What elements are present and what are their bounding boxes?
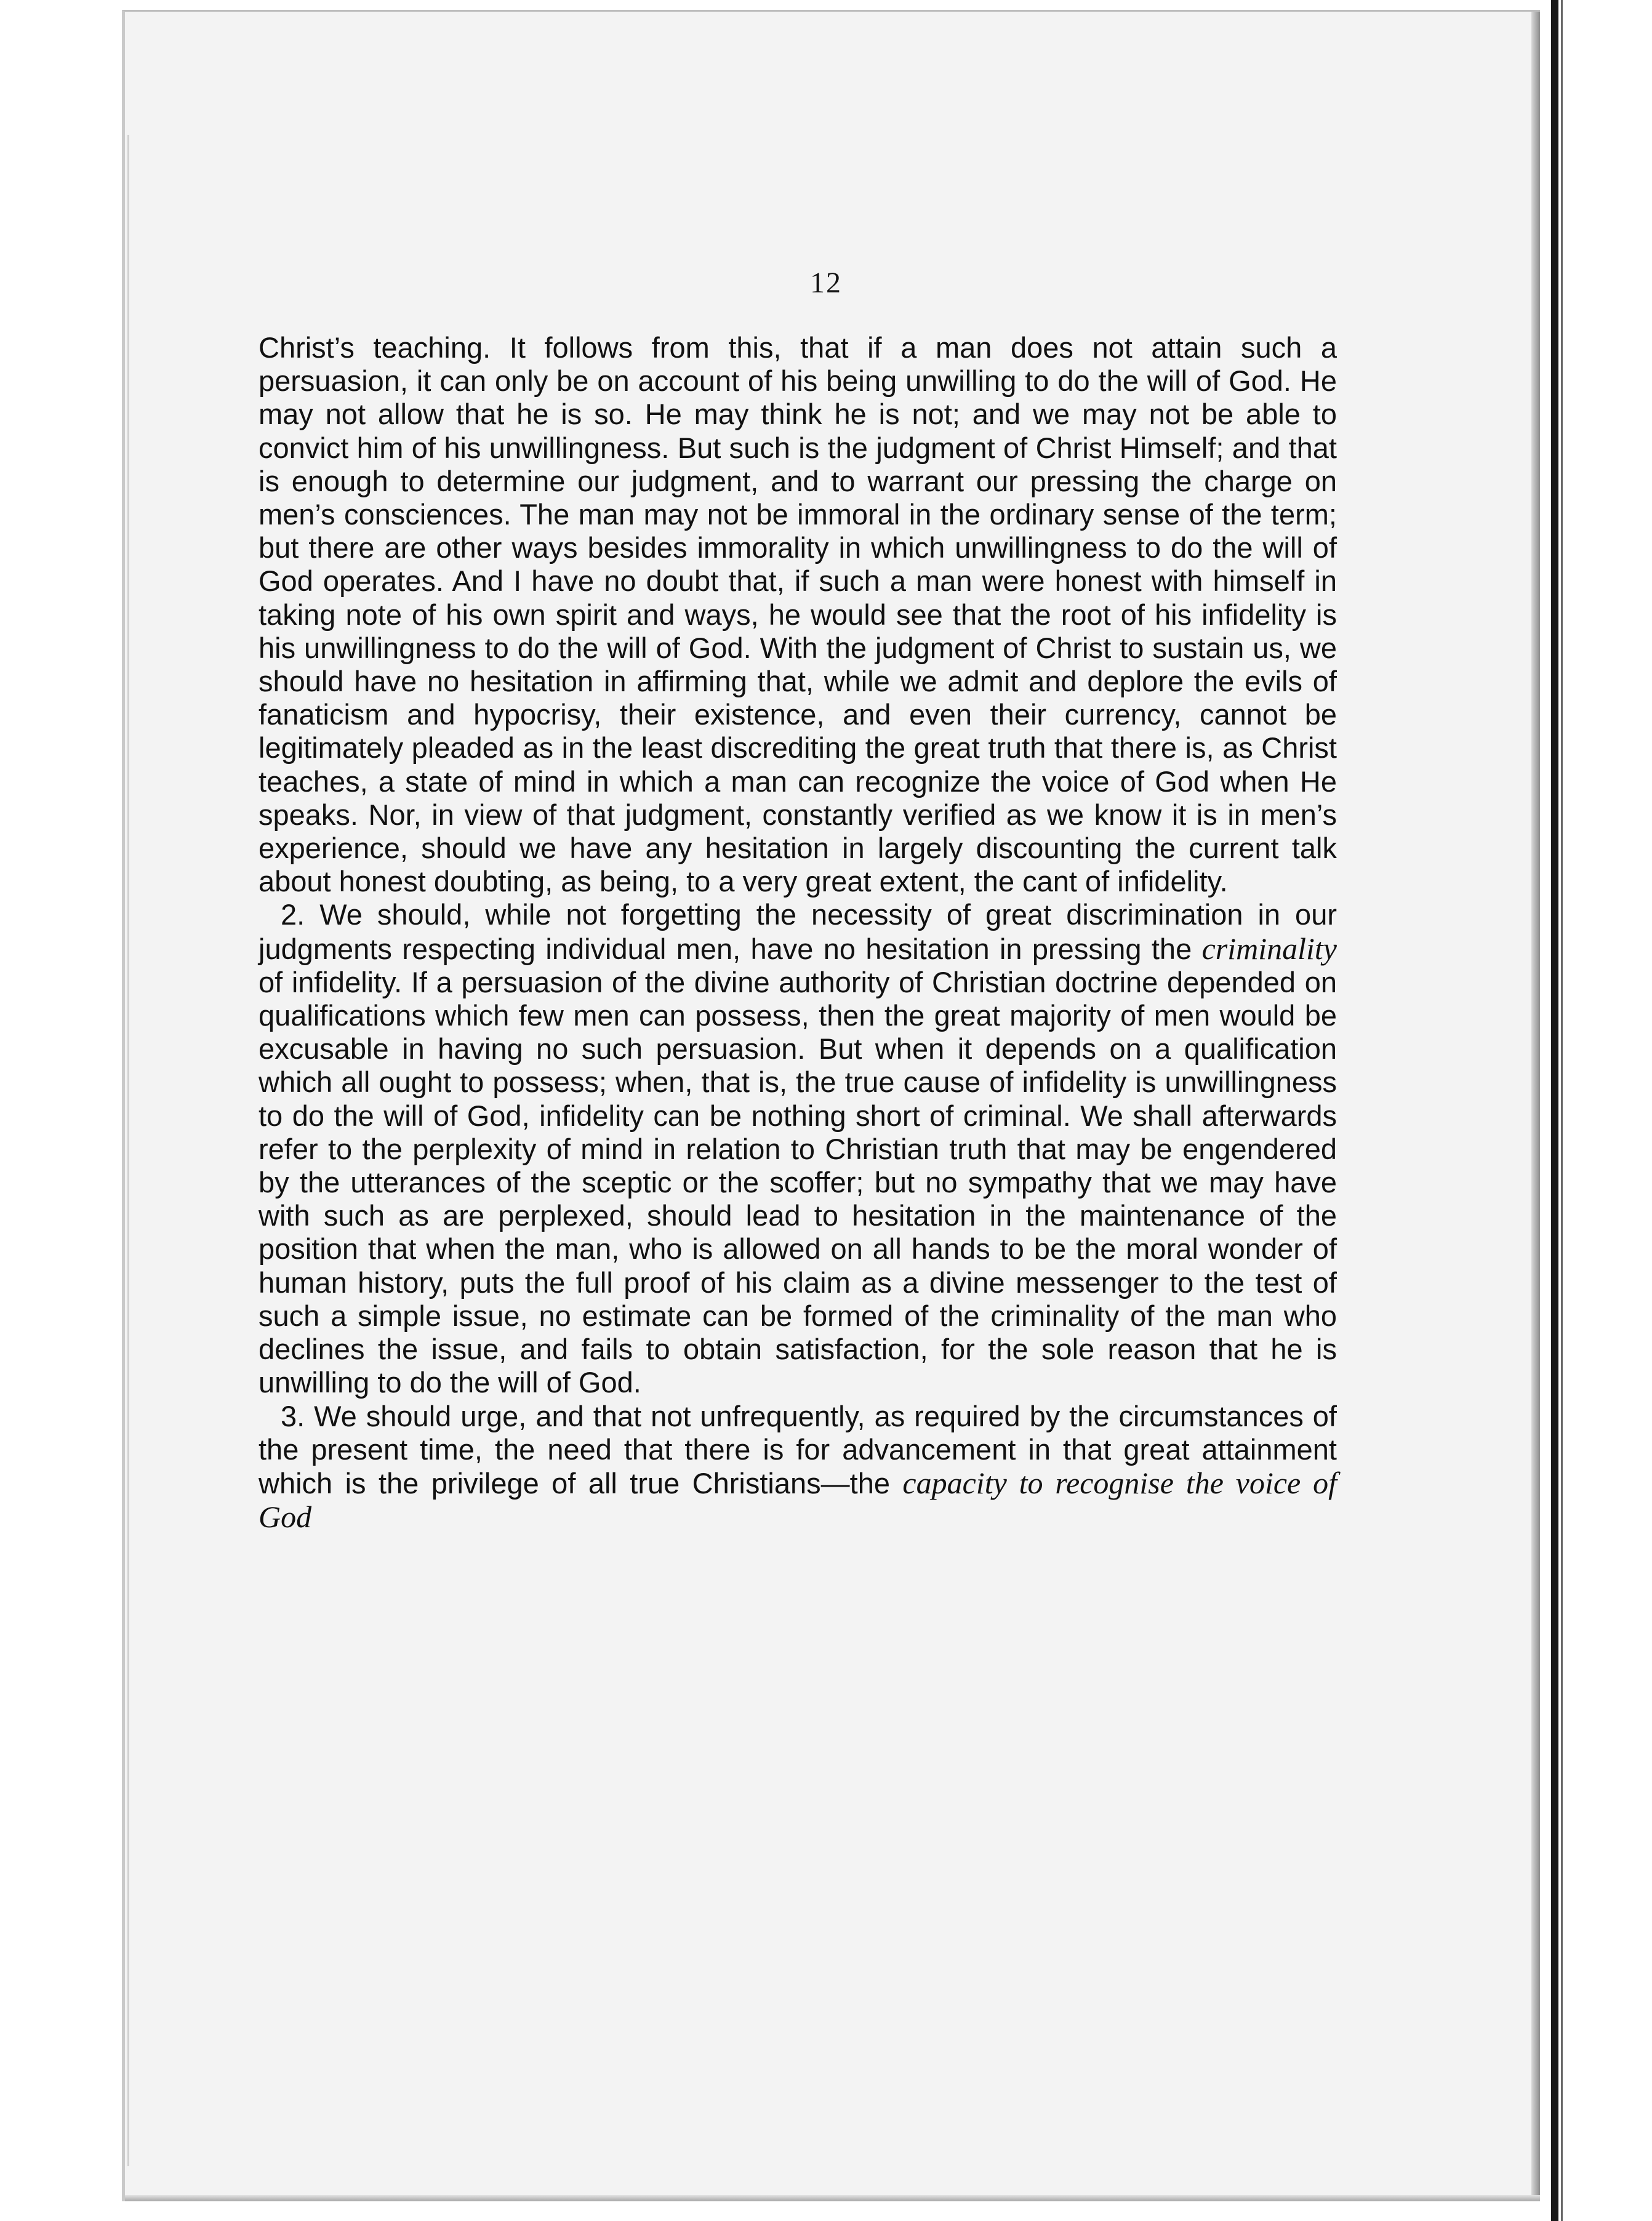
- paragraph-3-number: 3.: [281, 1399, 305, 1432]
- page-edge-line: [127, 135, 129, 2166]
- body-text: [259, 331, 1337, 1534]
- page-bottom-shadow: [125, 2195, 1540, 2201]
- binding-edge: [1551, 0, 1558, 2221]
- binding-edge-highlight: [1561, 0, 1563, 2221]
- paragraph-3-text-start: We should urge, and that not unfrequently, as required by the circumstances of the present time, the need that there is for advancement in that great attainment which is the privilege of all true Christians—the: [259, 1399, 1337, 1500]
- paragraph-2-text-end: of infidelity. If a persuasion of the divine authority of Christian doctrine depended on qualifications which few men can possess, then the great majority of men would be excusable in having no such persuasion. But when it depends on a qualification which all ought to possess; when, that is, the true cause of infidelity is unwillingness to do the will of God, infidelity can be nothing short of criminal. We shall afterwards refer to the perplexity of mind in relation to Christian truth that may be engendered by the utterances of the sceptic or the scoffer; but no sympathy that we may have with such as are perplexed, should lead to hesitation in the maintenance of the position that when the man, who is allowed on all hands to be the moral wonder of human history, puts the full proof of his claim as a divine messenger to the test of such a simple issue, no estimate can be formed of the criminality of the man who declines the issue, and fails to obtain satisfaction, for the sole reason that he is unwilling to do the will of God.: [259, 965, 1337, 1399]
- page-number: 12: [810, 267, 842, 299]
- page-right-shadow: [1531, 12, 1540, 2201]
- paragraph-3: [259, 1400, 1337, 1535]
- paragraph-1-text: Christ’s teaching. It follows from this, that if a man does not attain such a persuasion, it can only be on account of his being unwilling to do the will of God. He may not allow that he is so. He may think he is not; and we may not be able to convict him of his unwillingness. But such is the judgment of Christ Himself; and that is enough to determine our judgment, and to warrant our pressing the charge on men’s consciences. The man may not be immoral in the ordinary sense of the term; but there are other ways besides immorality in which unwillingness to do the will of God operates. And I have no doubt that, if such a man were honest with himself in taking note of his own spirit and ways, he would see that the root of his infidelity is his unwillingness to do the will of God. With the judgment of Christ to sustain us, we should have no hesitation in affirming that, while we admit and deplore the evils of fanaticism and hypocrisy, their existence, and even their currency, cannot be legitimately pleaded as in the least discrediting the great truth that there is, as Christ teaches, a state of mind in which a man can recognize the voice of God when He speaks. Nor, in view of that judgment, constantly verified as we know it is in men’s experience, should we have any hesitation in largely discounting the current talk about honest doubting, as being, to a very great extent, the cant of infidelity.: [259, 331, 1337, 898]
- paragraph-3-emphasis: capacity to recognise the voice of God: [259, 1465, 1337, 1535]
- paragraph-2-text-start: We should, while not forgetting the necessity of great discrimination in our judgments respecting individual men, have no hesitation in pressing the: [259, 898, 1337, 965]
- paragraph-2-emphasis: criminality: [1201, 931, 1337, 966]
- paragraph-2-number: 2.: [281, 898, 305, 931]
- paragraph-2: [259, 898, 1337, 1399]
- paragraph-1: [259, 331, 1337, 898]
